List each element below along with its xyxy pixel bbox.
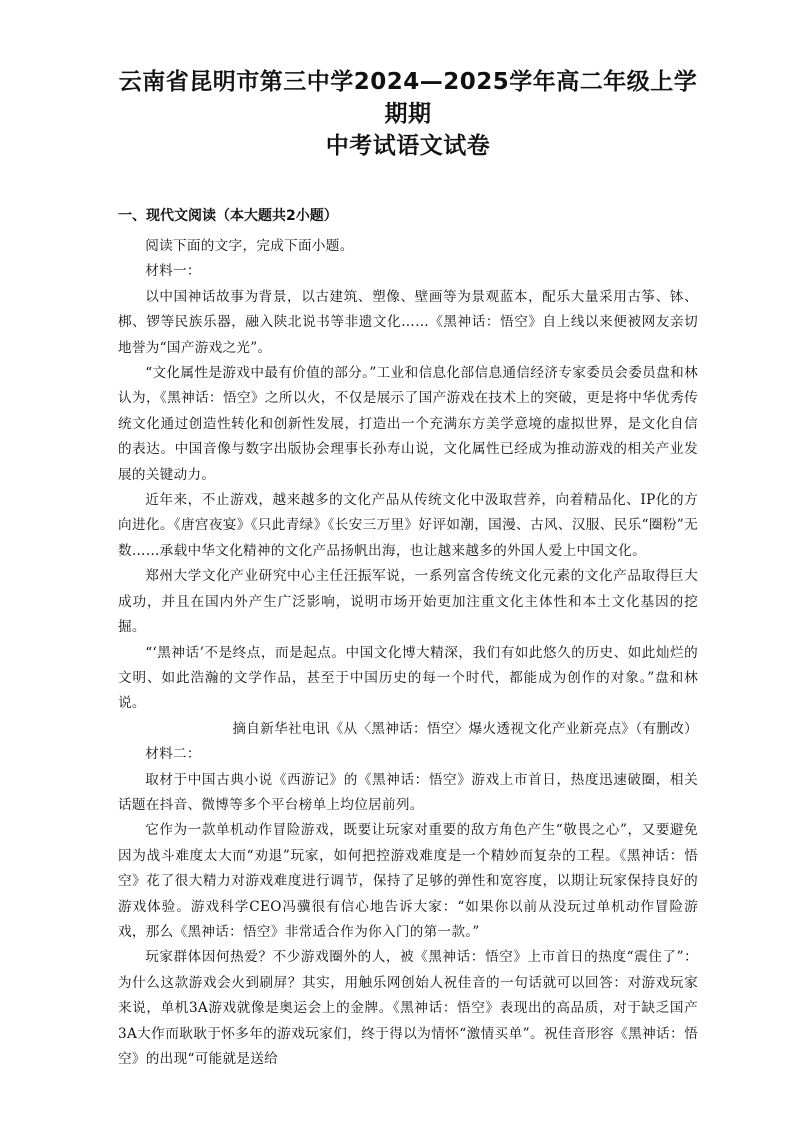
document-title bbox=[118, 66, 698, 162]
document-body bbox=[118, 234, 698, 1072]
paragraph-material-1-label: 材料一： bbox=[145, 263, 201, 280]
section-heading: 一、现代文阅读（本大题共2小题） bbox=[118, 208, 338, 224]
paragraph-source-citation: 摘自新华社电讯《从〈黑神话：悟空〉爆火透视文化产业新亮点》（有删改） bbox=[232, 720, 698, 737]
paragraph: 近年来，不止游戏，越来越多的文化产品从传统文化中汲取营养，向着精品化、IP化的方向进化。《唐宫夜宴》《只此青绿》《长安三万里》好评如潮，国漫、古风、汉服、民乐“圈粉”无数……承载中华文化精神的文化产品扬帆出海，也让越来越多的外国人爱上中国文化。 bbox=[118, 492, 698, 559]
document-title-line-2: 中考试语文试卷 bbox=[325, 133, 491, 159]
paragraph: “‘黑神话’不是终点，而是起点。中国文化博大精深，我们有如此悠久的历史、如此灿烂的文明、如此浩瀚的文学作品，甚至于中国历史的每一个时代，都能成为创作的对象。”盘和林说。 bbox=[118, 644, 698, 712]
paragraph: “文化属性是游戏中最有价值的部分。”工业和信息化部信息通信经济专家委员会委员盘和林认为，《黑神话：悟空》之所以火，不仅是展示了国产游戏在技术上的突破，更是将中华优秀传统文化通过创造性转化和创新性发展，打造出一个充满东方美学意境的虚拟世界，是文化自信的表达。中国音像与数字出版协会理事长孙寿山说，文化属性已经成为推动游戏的相关产业发展的关键动力。 bbox=[118, 365, 698, 483]
paragraph: 玩家群体因何热爱？不少游戏圈外的人，被《黑神话：悟空》上市首日的热度“震住了”：为什么这款游戏会火到刷屏？其实，用触乐网创始人祝佳音的一句话就可以回答：对游戏玩家来说，单机3A游戏就像是奥运会上的金牌。《黑神话：悟空》表现出的高品质，对于缺乏国产3A大作而耿耿于怀多年的游戏玩家们，终于得以为情怀“激情买单”。祝佳音形容《黑神话：悟空》的出现“可能就是送给 bbox=[118, 949, 698, 1067]
paragraph: 以中国神话故事为背景，以古建筑、塑像、壁画等为景观蓝本，配乐大量采用古筝、钵、梆、锣等民族乐器，融入陕北说书等非遗文化……《黑神话：悟空》自上线以来便被网友亲切地誉为“国产游戏之光”。 bbox=[118, 288, 698, 356]
paragraph: 它作为一款单机动作冒险游戏，既要让玩家对重要的敌方角色产生“敬畏之心”，又要避免因为战斗难度太大而“劝退”玩家，如何把控游戏难度是一个精妙而复杂的工程。《黑神话：悟空》花了很大精力对游戏难度进行调节，保持了足够的弹性和宽容度，以期让玩家保持良好的游戏体验。游戏科学CEO冯骥很有信心地告诉大家：“如果你以前从没玩过单机动作冒险游戏，那么《黑神话：悟空》非常适合作为你入门的第一款。” bbox=[118, 822, 698, 940]
paragraph-material-2-label: 材料二： bbox=[145, 746, 201, 763]
paragraph-instruction: 阅读下面的文字，完成下面小题。 bbox=[145, 238, 354, 254]
paragraph: 郑州大学文化产业研究中心主任汪振军说，一系列富含传统文化元素的文化产品取得巨大成功，并且在国内外产生广泛影响，说明市场开始更加注重文化主体性和本土文化基因的挖掘。 bbox=[118, 568, 698, 636]
paragraph: 取材于中国古典小说《西游记》的《黑神话：悟空》游戏上市首日，热度迅速破圈，相关话题在抖音、微博等多个平台榜单上均位居前列。 bbox=[118, 771, 698, 813]
document-title-line-1: 云南省昆明市第三中学2024—2025学年高二年级上学期期 bbox=[118, 69, 698, 127]
